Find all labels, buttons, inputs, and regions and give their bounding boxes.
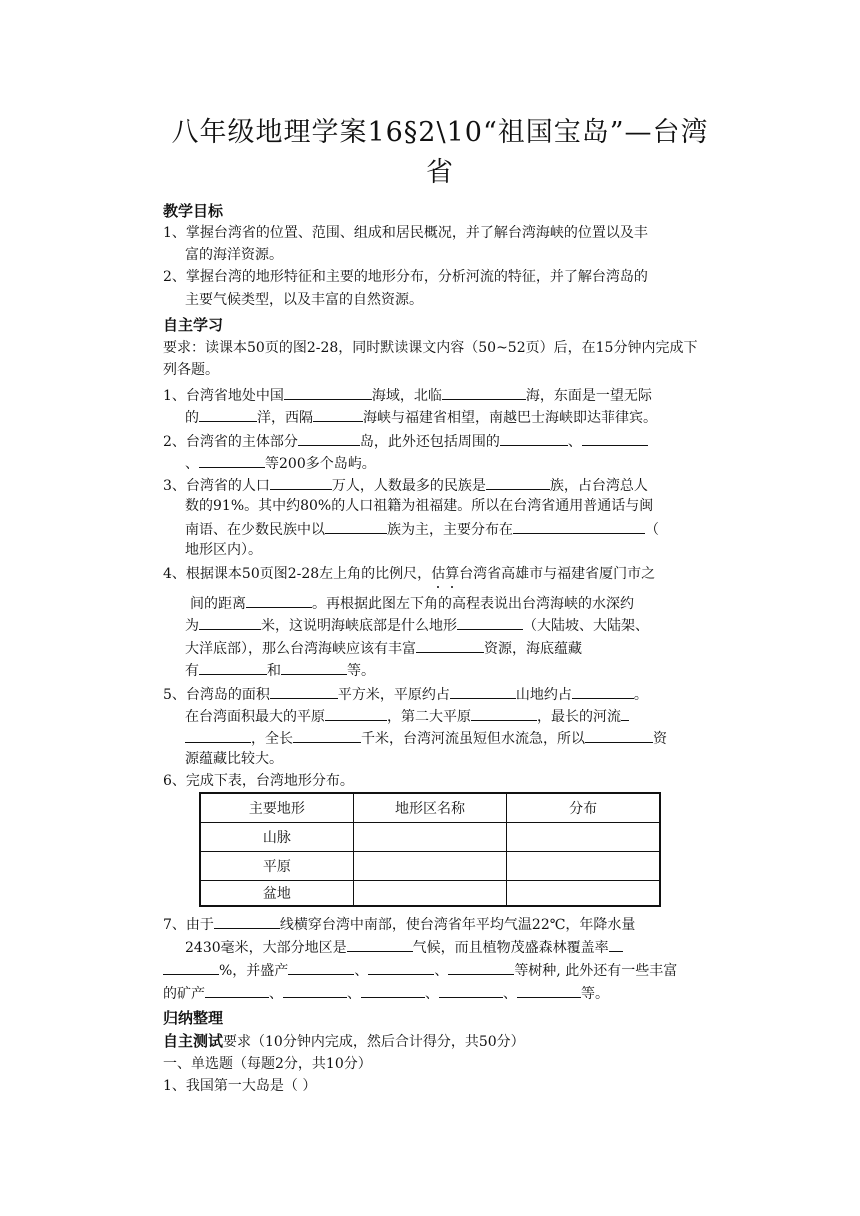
answer-blank[interactable]: [163, 959, 219, 975]
question-5-line-2: 在台湾面积最大的平原 ，第二大平原 ，最长的河流: [185, 705, 629, 727]
answer-blank[interactable]: [471, 705, 537, 721]
page-title-line-1: 八年级地理学案16§2\10“祖国宝岛”—台湾: [171, 117, 709, 148]
question-3-line-4: 地形区内）。: [185, 542, 262, 558]
answer-blank[interactable]: [293, 727, 361, 743]
table-cell[interactable]: [507, 881, 660, 907]
answer-blank[interactable]: [199, 406, 257, 422]
answer-blank[interactable]: [361, 982, 425, 998]
answer-blank[interactable]: [439, 982, 503, 998]
question-6: 6、完成下表，台湾地形分布。: [163, 773, 354, 789]
answer-blank[interactable]: [517, 982, 581, 998]
table-cell[interactable]: [353, 823, 507, 852]
question-1-line-2: 的 洋，西隔 海峡与福建省相望，南越巴士海峡即达菲律宾。: [185, 406, 657, 428]
question-7-line-3: %，并盛产 、 、 等树种, 此外还有一些丰富: [163, 959, 677, 981]
question-3-line-2: 数的91%。其中约80%的人口祖籍为祖福建。所以在台湾省通用普通话与闽: [185, 498, 654, 514]
question-4-line-5: 有 和 等。: [185, 659, 375, 681]
goal-2-line-2: 主要气候类型，以及丰富的自然资源。: [185, 292, 423, 308]
answer-blank[interactable]: [486, 474, 550, 490]
answer-blank[interactable]: [572, 683, 634, 699]
terrain-table: [199, 792, 661, 907]
question-3-line-3: 南语、在少数民族中以 族为主，主要分布在 （: [185, 518, 659, 540]
question-4-line-2: 间的距离 。再根据此图左下角的高程表说出台湾海峡的水深约: [190, 592, 634, 614]
answer-blank[interactable]: [283, 982, 347, 998]
heading-goals: 教学目标: [163, 202, 224, 220]
answer-blank[interactable]: [582, 430, 648, 446]
answer-blank[interactable]: [246, 592, 312, 608]
answer-blank[interactable]: [585, 727, 653, 743]
question-3-line-1: 3、台湾省的人口 万人，人数最多的民族是 族，占台湾总人: [163, 474, 648, 496]
table-row: [200, 852, 660, 881]
answer-blank[interactable]: [500, 430, 568, 446]
answer-blank[interactable]: [325, 518, 387, 534]
table-row-label: 山脉: [200, 823, 353, 852]
goal-2-line-1: 2、掌握台湾的地形特征和主要的地形分布，分析河流的特征，并了解台湾岛的: [163, 269, 648, 285]
table-header: 地形区名称: [353, 793, 507, 823]
multiple-choice-question-1: 1、我国第一大岛是（ ）: [163, 1078, 317, 1094]
answer-blank[interactable]: [199, 614, 261, 630]
answer-blank[interactable]: [368, 959, 434, 975]
question-7-line-4: 的矿产 、 、 、 、 等。: [163, 982, 609, 1004]
question-7-line-2: 2430毫米，大部分地区是 气候，而且植物茂盛森林覆盖率: [185, 936, 623, 958]
answer-blank[interactable]: [450, 683, 516, 699]
answer-blank[interactable]: [442, 384, 526, 400]
answer-blank[interactable]: [270, 474, 332, 490]
heading-self-test: 自主测试: [163, 1032, 224, 1050]
question-1-line-1: 1、台湾省地处中国 海域，北临 海，东面是一望无际: [163, 384, 652, 406]
answer-blank[interactable]: [199, 452, 265, 468]
table-cell[interactable]: [507, 823, 660, 852]
heading-self-study: 自主学习: [163, 316, 224, 334]
answer-blank[interactable]: [298, 430, 360, 446]
answer-blank[interactable]: [621, 705, 629, 721]
table-header: 分布: [507, 793, 660, 823]
question-7-line-1: 7、由于 线横穿台湾中南部，使台湾省年平均气温22℃，年降水量: [163, 913, 635, 935]
question-5-line-3: ，全长 千米，台湾河流虽短但水流急，所以 资: [185, 727, 667, 749]
heading-summary: 归纳整理: [163, 1009, 224, 1027]
table-row-label: 平原: [200, 852, 353, 881]
table-cell[interactable]: [353, 852, 507, 881]
question-2-line-2: 、 等200多个岛屿。: [185, 452, 376, 474]
question-4-line-4: 大洋底部），那么台湾海峡应该有丰富 资源，海底蕴藏: [185, 637, 582, 659]
answer-blank[interactable]: [457, 614, 523, 630]
table-cell[interactable]: [353, 881, 507, 907]
table-cell[interactable]: [507, 852, 660, 881]
answer-blank[interactable]: [513, 518, 645, 534]
answer-blank[interactable]: [284, 384, 372, 400]
answer-blank[interactable]: [416, 637, 484, 653]
test-requirement: 要求（10分钟内完成，然后合计得分，共50分）: [223, 1034, 525, 1050]
answer-blank[interactable]: [347, 936, 413, 952]
answer-blank[interactable]: [214, 913, 280, 929]
question-2-line-1: 2、台湾省的主体部分 岛，此外还包括周围的 、: [163, 430, 648, 452]
answer-blank[interactable]: [313, 406, 363, 422]
test-heading-line: [163, 1031, 525, 1052]
goal-1-line-2: 富的海洋资源。: [185, 247, 283, 263]
answer-blank[interactable]: [199, 659, 267, 675]
question-5-line-1: 5、台湾岛的面积 平方米，平原约占 山地约占 。: [163, 683, 648, 705]
table-row-label: 盆地: [200, 881, 353, 907]
goal-1-line-1: 1、掌握台湾省的位置、范围、组成和居民概况，并了解台湾海峡的位置以及丰: [163, 225, 648, 241]
answer-blank[interactable]: [325, 705, 387, 721]
answer-blank[interactable]: [281, 659, 347, 675]
answer-blank[interactable]: [448, 959, 514, 975]
question-4-line-1: 4、根据课本50页图2-28左上角的比例尺，估算台湾省高雄市与福建省厦门市之: [163, 566, 656, 582]
table-row: [200, 881, 660, 907]
answer-blank[interactable]: [609, 936, 623, 952]
requirement-line-2: 列各题。: [163, 362, 219, 378]
answer-blank[interactable]: [288, 959, 354, 975]
table-header: 主要地形: [200, 793, 353, 823]
requirement-line-1: 要求：读课本50页的图2-28，同时默读课文内容（50~52页）后，在15分钟内完成下: [163, 340, 698, 356]
question-5-line-4: 源蕴藏比较大。: [185, 751, 283, 767]
answer-blank[interactable]: [185, 727, 251, 743]
question-4-line-3: 为 米，这说明海峡底部是什么地形 （大陆坡、大陆架、: [185, 614, 649, 636]
answer-blank[interactable]: [205, 982, 269, 998]
table-header-row: [200, 793, 660, 823]
table-row: [200, 823, 660, 852]
answer-blank[interactable]: [270, 683, 338, 699]
page-title-line-2: 省: [426, 157, 454, 188]
single-choice-heading: 一、单选题（每题2分，共10分）: [163, 1056, 372, 1072]
